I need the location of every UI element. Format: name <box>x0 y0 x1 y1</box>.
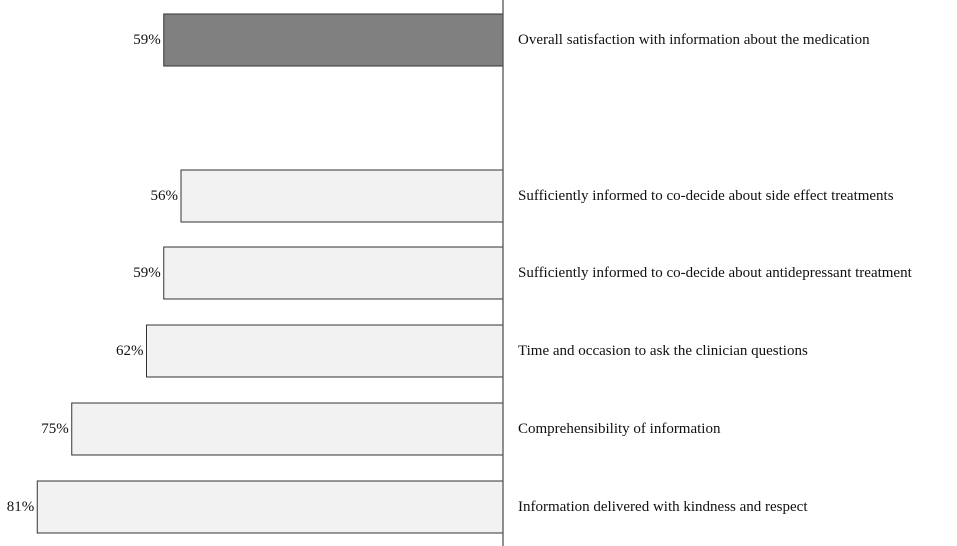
category-label: Comprehensibility of information <box>518 421 721 437</box>
value-label: 56% <box>150 188 178 204</box>
category-label: Information delivered with kindness and respect <box>518 499 808 515</box>
value-label: 62% <box>116 343 144 359</box>
bar-time-and-occasion-to-ask-the-clinician-questions <box>147 325 504 377</box>
bar-information-delivered-with-kindness-and-respect <box>37 481 503 533</box>
value-label: 81% <box>6 499 35 515</box>
value-label: 59% <box>133 265 161 281</box>
bar-comprehensibility-of-information <box>72 403 503 455</box>
value-label: 59% <box>133 32 161 48</box>
bar-overall-satisfaction-with-information-about-the-medication <box>164 14 503 66</box>
value-label: 75% <box>41 421 69 437</box>
category-label: Sufficiently informed to co-decide about side effect treatments <box>518 188 894 204</box>
bars-group <box>7 14 913 533</box>
category-label: Overall satisfaction with information about the medication <box>518 32 870 48</box>
bar-sufficiently-informed-to-co-decide-about-side-effect-treatments <box>181 170 503 222</box>
category-label: Time and occasion to ask the clinician questions <box>518 343 808 359</box>
bar-sufficiently-informed-to-co-decide-about-antidepressant-treatment <box>164 247 503 299</box>
category-label: Sufficiently informed to co-decide about antidepressant treatment <box>518 265 912 281</box>
